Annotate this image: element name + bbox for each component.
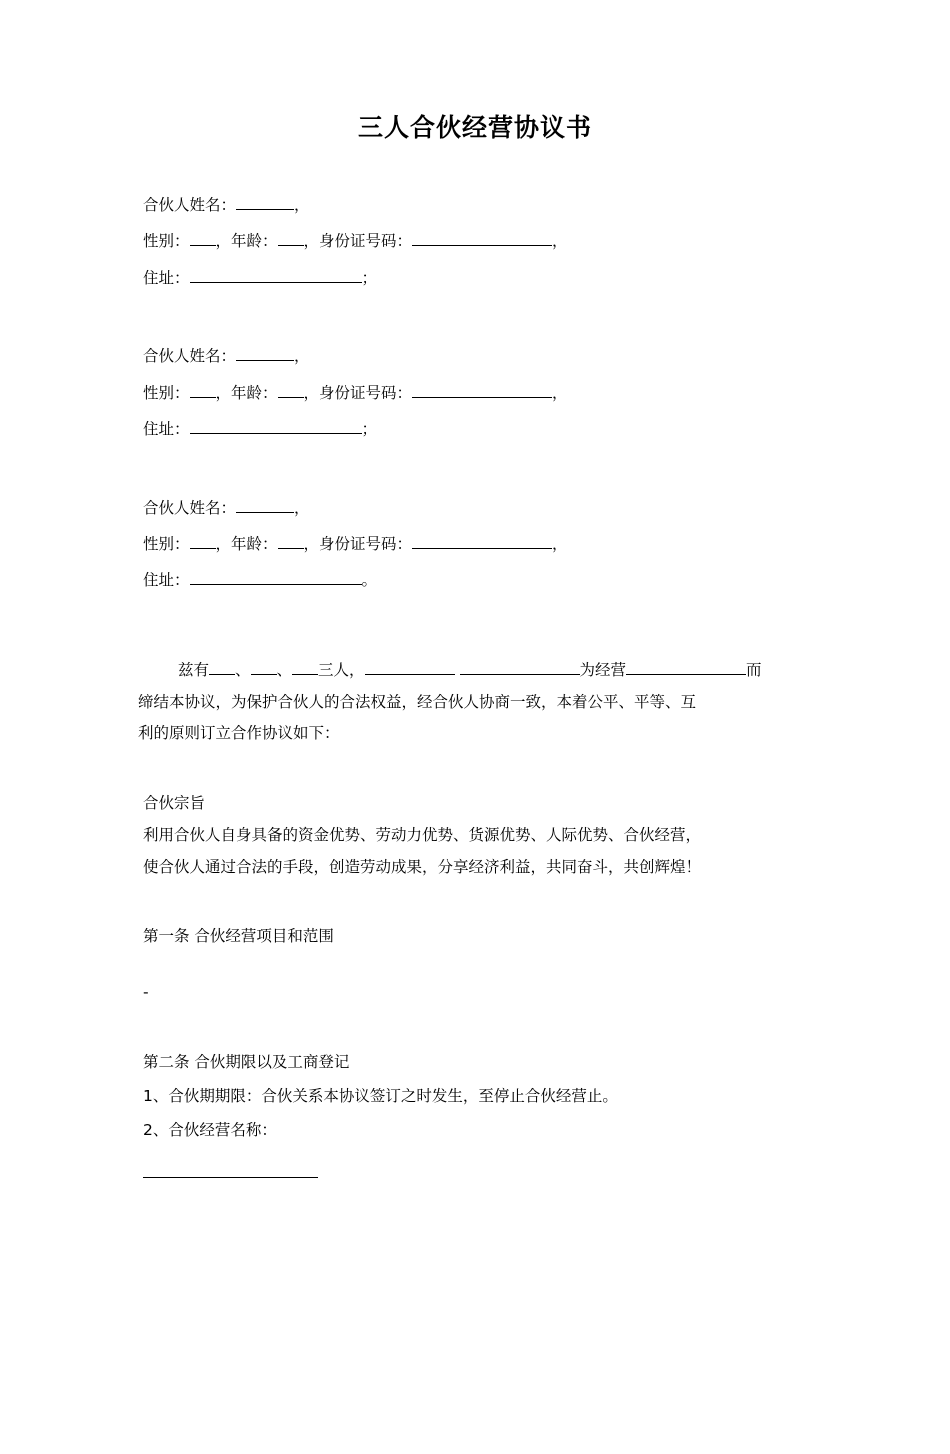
partner-2-age-blank[interactable]: [278, 381, 304, 398]
recital-lead: 兹有: [178, 660, 210, 679]
article-one-content: -: [143, 983, 149, 1002]
document-page: [0, 110, 950, 1454]
recital-blank-1[interactable]: [209, 658, 235, 675]
partner-1-age-label: ，年龄：: [215, 232, 278, 251]
partner-3-age-label: ，年龄：: [215, 534, 278, 553]
partner-1-gender-line: [88, 223, 862, 259]
partner-2-gender-label: 性别：: [143, 383, 190, 402]
partner-3-address-line: [88, 562, 862, 598]
article-two-section: [88, 1047, 862, 1079]
page-title: 三人合伙经营协议书: [357, 113, 592, 142]
partner-3-id-blank[interactable]: [412, 532, 552, 549]
partner-2-address-line: [88, 411, 862, 447]
partner-3-gender-label: 性别：: [143, 534, 190, 553]
recital-line-1: [138, 655, 857, 687]
article-one-section: [88, 921, 862, 953]
partner-3-id-label: ，身份证号码：: [303, 534, 413, 553]
purpose-line-1: 利用合伙人自身具备的资金优势、劳动力优势、货源优势、人际优势、合伙经营，: [143, 825, 702, 844]
partner-3-name-blank[interactable]: [236, 496, 294, 513]
partner-1-name-suffix: ，: [294, 196, 310, 214]
partner-1-id-blank[interactable]: [412, 230, 552, 247]
partner-3-name-line: [88, 490, 862, 526]
partner-2-id-suffix: ，: [552, 383, 568, 402]
purpose-heading: 合伙宗旨: [143, 794, 206, 813]
partner-2-name-label: 合伙人姓名：: [143, 347, 237, 366]
partner-1-address-blank[interactable]: [190, 266, 362, 283]
partner-3-gender-line: [88, 526, 862, 562]
article-one-heading: 第一条 合伙经营项目和范围: [143, 927, 334, 946]
partner-block-3: [88, 490, 862, 599]
recital-tail: 而: [746, 660, 762, 679]
partner-1-id-suffix: ，: [552, 232, 568, 251]
partner-2-address-blank[interactable]: [190, 418, 362, 435]
recital-paragraph: [88, 655, 862, 750]
business-name-blank[interactable]: [143, 1161, 318, 1178]
partner-2-gender-blank[interactable]: [190, 381, 216, 398]
partner-3-address-label: 住址：: [143, 571, 190, 590]
partner-2-address-suffix: ；: [361, 420, 378, 439]
partner-1-address-label: 住址：: [143, 268, 190, 287]
article-two-item-1: 1、合伙期期限：合伙关系本协议签订之时发生，至停止合伙经营止。: [143, 1086, 618, 1105]
partner-2-id-label: ，身份证号码：: [303, 383, 413, 402]
partner-block-2: [88, 338, 862, 447]
partner-1-gender-label: 性别：: [143, 232, 190, 251]
partner-3-gender-blank[interactable]: [190, 532, 216, 549]
recital-line-3: 利的原则订立合作协议如下：: [138, 724, 340, 743]
partner-1-id-label: ，身份证号码：: [303, 232, 413, 251]
partner-3-age-blank[interactable]: [278, 532, 304, 549]
article-two-item-2: 2、合伙经营名称：: [143, 1120, 277, 1139]
partner-3-name-label: 合伙人姓名：: [143, 498, 237, 517]
recital-line-2: 缔结本协议，为保护合伙人的合法权益，经合伙人协商一致，本着公平、平等、互: [138, 692, 697, 711]
recital-blank-4[interactable]: [365, 658, 455, 675]
partner-3-address-blank[interactable]: [190, 569, 362, 586]
partner-2-name-suffix: ，: [294, 347, 310, 366]
partner-2-address-label: 住址：: [143, 420, 190, 439]
partner-3-name-suffix: ，: [294, 498, 310, 517]
recital-purpose-label: 为经营: [579, 660, 627, 679]
partner-3-id-suffix: ，: [552, 534, 568, 553]
recital-blank-3[interactable]: [292, 658, 318, 675]
partner-2-gender-line: [88, 375, 862, 411]
partner-1-address-suffix: ；: [361, 268, 378, 287]
recital-blank-6[interactable]: [626, 658, 746, 675]
recital-sep-2: 、: [276, 660, 293, 679]
partner-2-id-blank[interactable]: [412, 381, 552, 398]
purpose-section: [88, 788, 862, 883]
purpose-line-2: 使合伙人通过合法的手段，创造劳动成果，分享经济利益，共同奋斗，共创辉煌！: [143, 857, 702, 876]
business-name-blank-row: [88, 1161, 862, 1182]
recital-blank-2[interactable]: [251, 658, 277, 675]
article-two-heading: 第二条 合伙期限以及工商登记: [143, 1052, 350, 1071]
partner-block-1: [88, 187, 862, 296]
partner-1-name-line: [88, 187, 862, 223]
recital-sep-1: 、: [235, 660, 251, 679]
partner-1-address-line: [88, 260, 862, 296]
partner-2-name-line: [88, 338, 862, 374]
partner-2-age-label: ，年龄：: [215, 383, 278, 402]
partner-2-name-blank[interactable]: [236, 345, 294, 362]
partner-1-gender-blank[interactable]: [190, 230, 216, 247]
partner-1-age-blank[interactable]: [278, 230, 304, 247]
recital-blank-5[interactable]: [460, 658, 580, 675]
partner-1-name-blank[interactable]: [236, 194, 294, 211]
partner-1-name-label: 合伙人姓名：: [143, 196, 237, 214]
recital-mid: 三人，: [318, 660, 365, 679]
partner-3-address-suffix: 。: [361, 571, 378, 590]
